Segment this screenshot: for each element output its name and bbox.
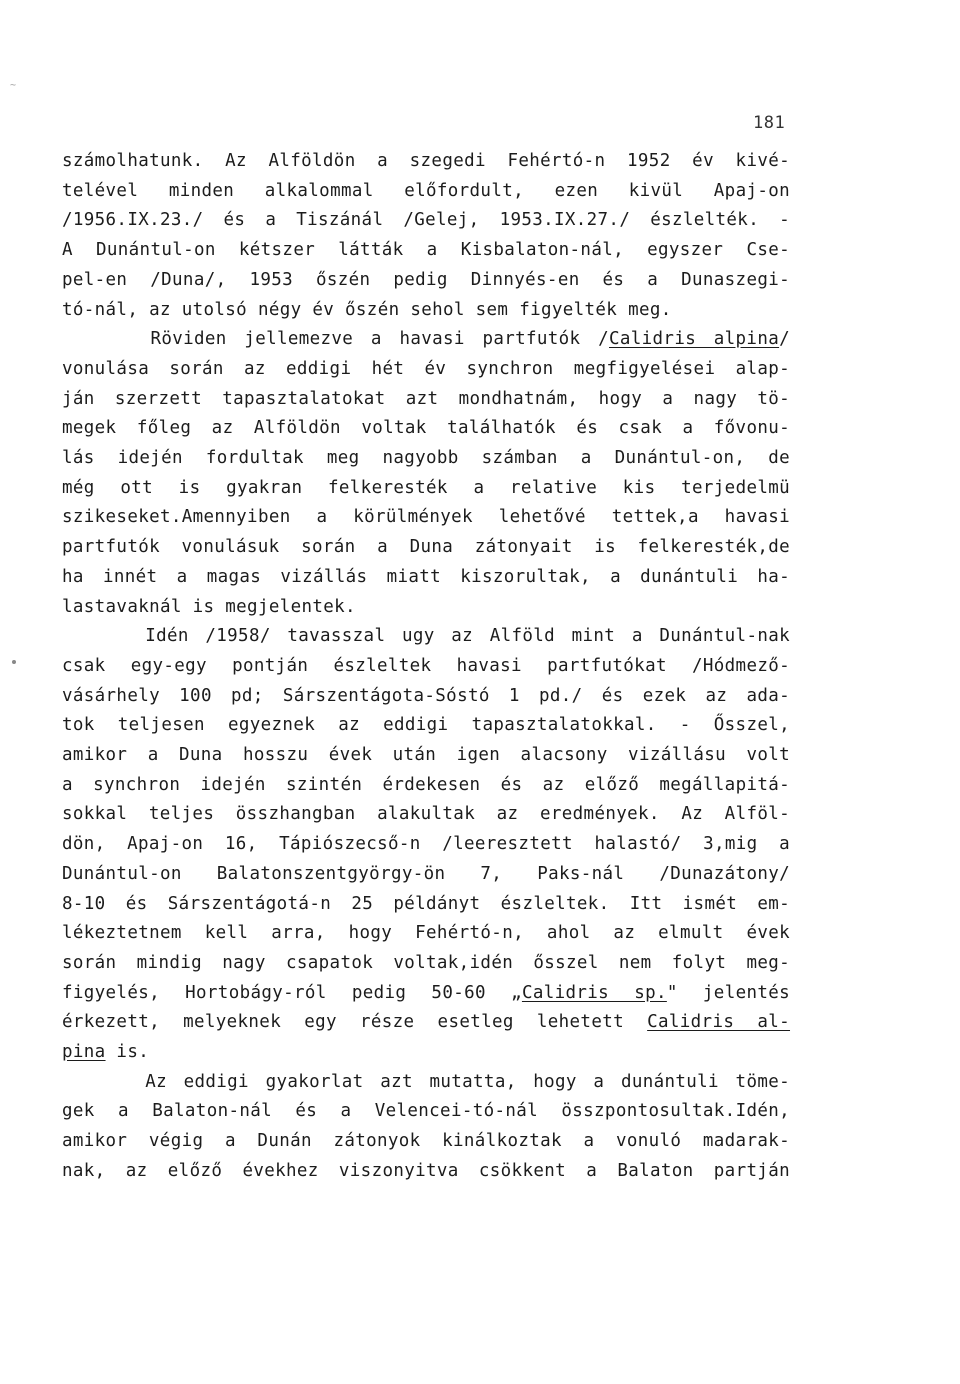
text-run: Az eddigi gyakorlat azt mutatta, hogy a dunántuli töme- [62,1072,790,1092]
text-line [62,328,790,350]
scan-dot [12,660,16,664]
text-line [62,833,790,855]
text-line [62,863,790,885]
text-run: megek főleg az Alföldön voltak találhatók és csak a fővonu- [62,418,790,438]
text-line [62,1071,790,1093]
text-run: pel-en /Duna/, 1953 őszén pedig Dinnyés-en és a Dunaszegi- [62,270,790,290]
text-line [62,358,790,380]
text-run: Dunántul-on Balatonszentgyörgy-ön 7, Paks-nál /Dunazátony/ [62,864,790,884]
text-run: amikor a Duna hosszu évek után igen alacsony vizállásu volt [62,745,790,765]
text-run: tok teljesen egyeznek az eddigi tapasztalatokkal. - Ősszel, [62,715,790,735]
text-line [62,596,356,618]
text-line [62,1041,149,1063]
text-run: amikor végig a Dunán zátonyok kinálkoztak a vonuló madarak- [62,1131,790,1151]
text-run: során mindig nagy csapatok voltak,idén ősszel nem folyt meg- [62,953,790,973]
text-line [62,388,790,410]
text-run: tó-nál, az utolsó négy év őszén sehol sem figyelték meg. [62,300,672,320]
text-run: vonulása során az eddigi hét év synchron megfigyelései alap- [62,359,790,379]
text-run: ha innét a magas vizállás miatt kiszorultak, a dunántuli ha- [62,567,790,587]
text-line [62,566,790,588]
text-run: gek a Balaton-nál és a Velencei-tó-nál összpontosultak.Idén, [62,1101,790,1121]
page-number: 181 [753,113,786,133]
text-line [62,180,790,202]
text-line [62,1011,790,1033]
text-line [62,299,672,321]
text-run: nak, az előző évekhez viszonyitva csökkent a Balaton partján [62,1161,790,1181]
text-line [62,1160,790,1182]
text-run: /1956.IX.23./ és a Tiszánál /Gelej, 1953.IX.27./ észlelték. - [62,210,790,230]
text-line [62,150,790,172]
text-run: / [779,329,790,349]
text-run: sokkal teljes összhangban alakultak az eredmények. Az Alföl- [62,804,790,824]
text-run: " jelentés [666,983,791,1003]
text-run: lás idején fordultak meg nagyobb számban a Dunántul-on, de [62,448,790,468]
text-run: Röviden jellemezve a havasi partfutók / [62,329,609,349]
text-line [62,803,790,825]
underlined-term: Calidris alpina [609,329,780,349]
text-line [62,744,790,766]
text-line [62,506,790,528]
text-run: lékeztetnem kell arra, hogy Fehértó-n, ahol az elmult évek [62,923,790,943]
scan-mark: ~ [10,80,17,91]
text-line [62,536,790,558]
text-line [62,922,790,944]
text-run: csak egy-egy pontján észleltek havasi partfutókat /Hódmező- [62,656,790,676]
text-run: ján szerzett tapasztalatokat azt mondhatnám, hogy a nagy tö- [62,389,790,409]
text-line [62,209,790,231]
text-line [62,714,790,736]
text-run: még ott is gyakran felkeresték a relative kis terjedelmü [62,478,790,498]
text-run: szikeseket.Amennyiben a körülmények lehetővé tettek,a havasi [62,507,790,527]
text-line [62,655,790,677]
underlined-term: Calidris al- [647,1012,791,1032]
text-run: lastavaknál is megjelentek. [62,597,356,617]
text-line [62,982,790,1004]
text-line [62,685,790,707]
text-run: érkezett, melyeknek egy része esetleg lehetett [62,1012,648,1032]
text-run: is. [105,1042,150,1062]
text-run: dön, Apaj-on 16, Tápiószecső-n /leeresztett halastó/ 3,mig a [62,834,790,854]
text-line [62,417,790,439]
underlined-term: pina [62,1042,106,1062]
text-line [62,447,790,469]
text-run: Idén /1958/ tavasszal ugy az Alföld mint a Dunántul-nak [62,626,790,646]
text-run: telével minden alkalommal előfordult, ezen kivül Apaj-on [62,181,790,201]
text-line [62,1130,790,1152]
text-line [62,952,790,974]
text-line [62,269,790,291]
text-run: vásárhely 100 pd; Sárszentágota-Sóstó 1 pd./ és ezek az ada- [62,686,790,706]
text-run: figyelés, Hortobágy-ról pedig 50-60 „ [62,983,522,1003]
underlined-term: Calidris sp. [521,983,667,1003]
text-line [62,774,790,796]
text-run: A Dunántul-on kétszer látták a Kisbalaton-nál, egyszer Cse- [62,240,790,260]
text-line [62,477,790,499]
text-line [62,893,790,915]
text-run: a synchron idején szintén érdekesen és az előző megállapitá- [62,775,790,795]
text-run: partfutók vonulásuk során a Duna zátonyait is felkeresték,de [62,537,790,557]
text-line [62,1100,790,1122]
text-run: számolhatunk. Az Alföldön a szegedi Fehértó-n 1952 év kivé- [62,151,790,171]
text-run: 8-10 és Sárszentágotá-n 25 példányt észleltek. Itt ismét em- [62,894,790,914]
text-line [62,625,790,647]
text-line [62,239,790,261]
